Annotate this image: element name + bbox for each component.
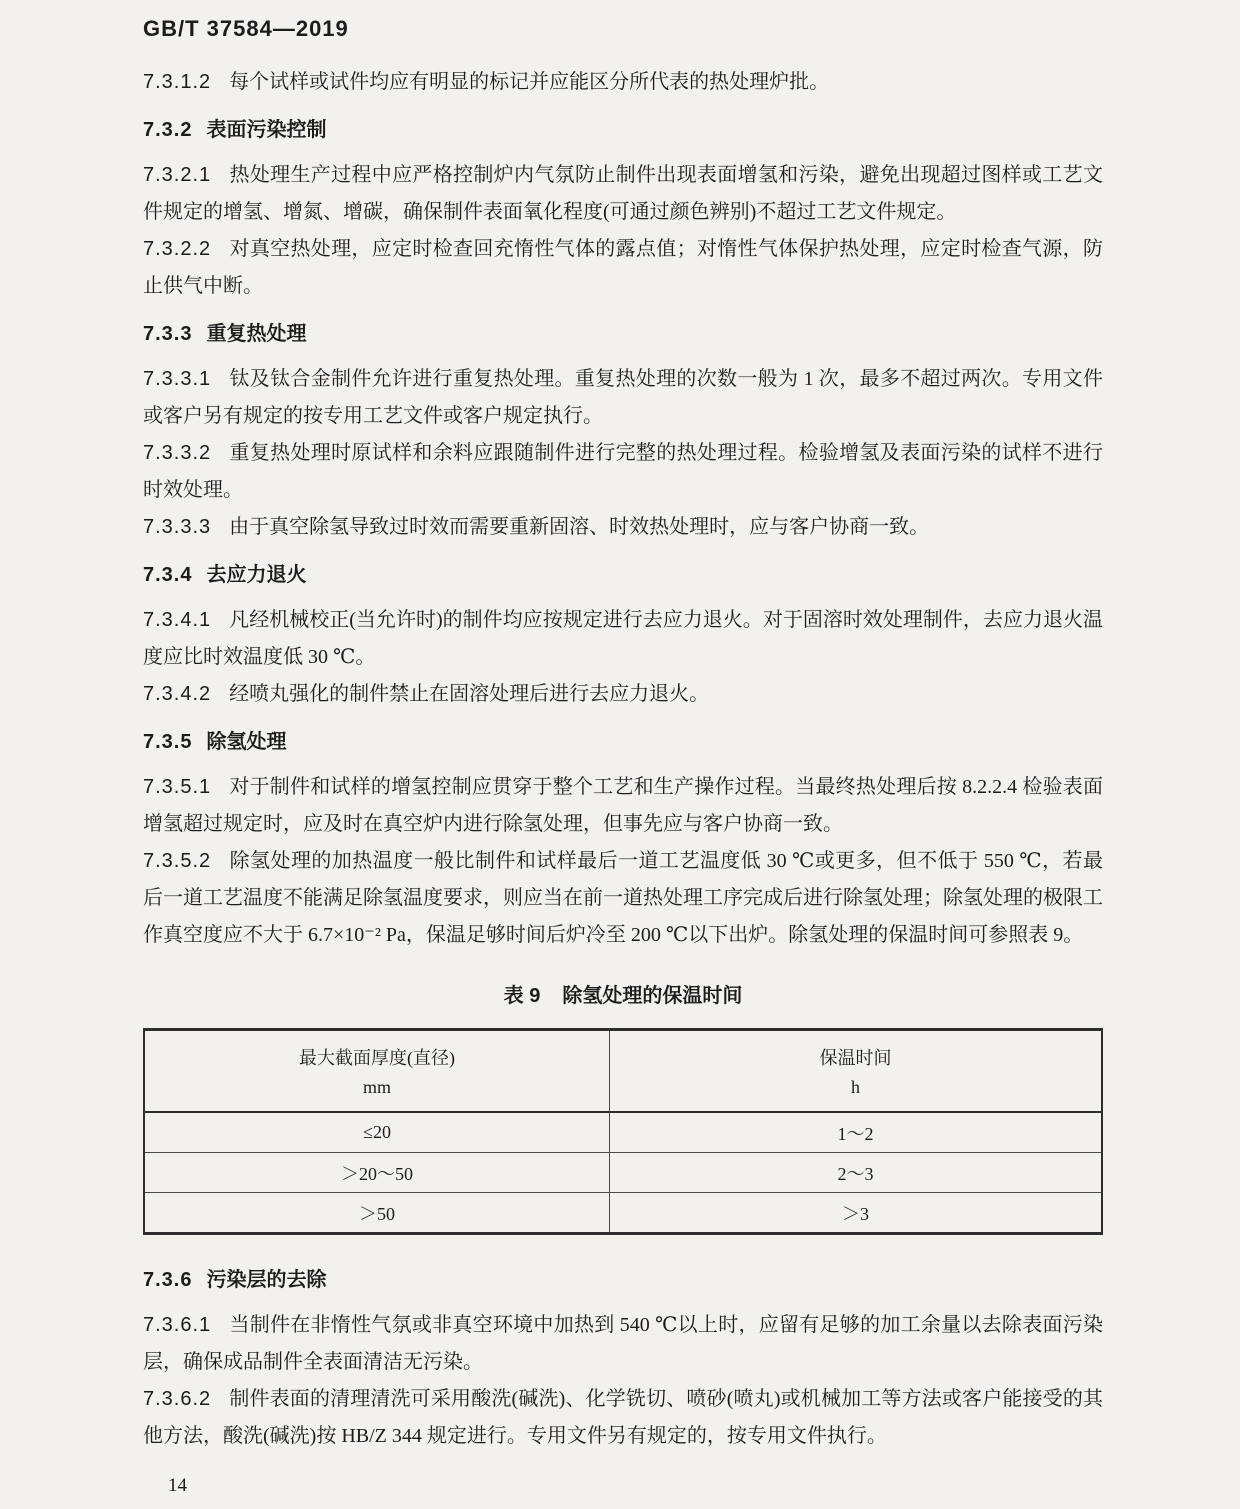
clause-text: 重复热处理时原试样和余料应跟随制件进行完整的热处理过程。检验增氢及表面污染的试样不进行时效处理。 — [143, 442, 1103, 501]
cell-thickness: ≤20 — [144, 1112, 610, 1153]
cell-thickness: ＞50 — [144, 1193, 610, 1234]
clause-7.3.4.1 — [143, 602, 1103, 676]
clause-number: 7.3.2.2 — [143, 238, 212, 260]
clause-text: 制件表面的清理清洗可采用酸洗(碱洗)、化学铣切、喷砂(喷丸)或机械加工等方法或客户能接受的其他方法，酸洗(碱洗)按 HB/Z 344 规定进行。专用文件另有规定的，按专用文件执行。 — [143, 1388, 1103, 1447]
heading-7.3.4 — [143, 562, 1103, 588]
table-9 — [143, 1028, 1103, 1235]
clause-text: 对于制件和试样的增氢控制应贯穿于整个工艺和生产操作过程。当最终热处理后按 8.2.2.4 检验表面增氢超过规定时，应及时在真空炉内进行除氢处理，但事先应与客户协商一致。 — [143, 776, 1103, 835]
page-number: 14 — [168, 1475, 187, 1496]
col-header-holding-time — [610, 1030, 1102, 1113]
clause-number: 7.3.4.1 — [143, 609, 212, 631]
col-header-holding-time-label: 保温时间 — [819, 1048, 892, 1068]
clause-7.3.3.1 — [143, 361, 1103, 435]
clause-text: 经喷丸强化的制件禁止在固溶处理后进行去应力退火。 — [229, 683, 710, 705]
heading-text: 污染层的去除 — [206, 1269, 327, 1291]
cell-thickness: ＞20～50 — [144, 1153, 610, 1193]
clause-number: 7.3.4.2 — [143, 683, 212, 705]
heading-text: 表面污染控制 — [206, 119, 327, 141]
clause-text: 凡经机械校正(当允许时)的制件均应按规定进行去应力退火。对于固溶时效处理制件，去应力退火温度应比时效温度低 30 ℃。 — [143, 609, 1103, 668]
heading-7.3.6 — [143, 1267, 1103, 1293]
clause-number: 7.3.3.3 — [143, 516, 212, 538]
clause-text: 钛及钛合金制件允许进行重复热处理。重复热处理的次数一般为 1 次，最多不超过两次。专用文件或客户另有规定的按专用工艺文件或客户规定执行。 — [143, 368, 1103, 427]
table-row — [144, 1193, 1102, 1234]
clause-7.3.5.1 — [143, 769, 1103, 843]
clause-text: 每个试样或试件均应有明显的标记并应能区分所代表的热处理炉批。 — [229, 71, 830, 93]
clause-number: 7.3.6.2 — [143, 1388, 212, 1410]
heading-text: 重复热处理 — [206, 323, 307, 345]
table-title-text: 除氢处理的保温时间 — [562, 985, 743, 1007]
clause-7.3.5.2 — [143, 843, 1103, 954]
clause-7.3.1.2 — [143, 64, 1103, 101]
table-label: 表 9 — [503, 985, 541, 1007]
col-header-thickness — [144, 1030, 610, 1113]
clause-7.3.6.2 — [143, 1381, 1103, 1455]
clause-7.3.3.2 — [143, 435, 1103, 509]
col-header-holding-time-unit: h — [851, 1077, 861, 1097]
heading-7.3.2 — [143, 117, 1103, 143]
table-row — [144, 1112, 1102, 1153]
clause-number: 7.3.5.1 — [143, 776, 212, 798]
clause-7.3.2.1 — [143, 157, 1103, 231]
clause-number: 7.3.4 — [143, 564, 193, 586]
clause-text: 当制件在非惰性气氛或非真空环境中加热到 540 ℃以上时，应留有足够的加工余量以去除表面污染层，确保成品制件全表面清洁无污染。 — [143, 1314, 1103, 1373]
standard-number: GB/T 37584—2019 — [143, 16, 349, 41]
heading-7.3.5 — [143, 729, 1103, 755]
heading-7.3.3 — [143, 321, 1103, 347]
cell-holding-time: ＞3 — [610, 1193, 1102, 1234]
clause-text: 除氢处理的加热温度一般比制件和试样最后一道工艺温度低 30 ℃或更多，但不低于 550 ℃，若最后一道工艺温度不能满足除氢温度要求，则应当在前一道热处理工序完成后进行除氢处理；除氢处理的极限工作真空度应不大于 6.7×10⁻² Pa，保温足够时间后炉冷至 200 ℃以下出炉。除氢处理的保温时间可参照表 9。 — [143, 850, 1103, 946]
heading-text: 去应力退火 — [206, 564, 307, 586]
heading-text: 除氢处理 — [206, 731, 287, 753]
clause-7.3.3.3 — [143, 509, 1103, 546]
clause-number: 7.3.5.2 — [143, 850, 212, 872]
cell-holding-time: 2～3 — [610, 1153, 1102, 1193]
clause-7.3.4.2 — [143, 676, 1103, 713]
clause-number: 7.3.6.1 — [143, 1314, 212, 1336]
clause-7.3.6.1 — [143, 1307, 1103, 1381]
clause-text: 对真空热处理，应定时检查回充惰性气体的露点值；对惰性气体保护热处理，应定时检查气源，防止供气中断。 — [143, 238, 1103, 297]
table-caption — [143, 982, 1103, 1010]
table-header-row — [144, 1030, 1102, 1113]
col-header-thickness-label: 最大截面厚度(直径) — [299, 1048, 456, 1068]
clause-text: 由于真空除氢导致过时效而需要重新固溶、时效热处理时，应与客户协商一致。 — [229, 516, 930, 538]
clause-7.3.2.2 — [143, 231, 1103, 305]
col-header-thickness-unit: mm — [363, 1077, 392, 1097]
clause-number: 7.3.2 — [143, 119, 193, 141]
clause-number: 7.3.1.2 — [143, 71, 212, 93]
clause-text: 热处理生产过程中应严格控制炉内气氛防止制件出现表面增氢和污染，避免出现超过图样或工艺文件规定的增氢、增氮、增碳，确保制件表面氧化程度(可通过颜色辨别)不超过工艺文件规定。 — [143, 164, 1103, 223]
table-row — [144, 1153, 1102, 1193]
clause-number: 7.3.6 — [143, 1269, 193, 1291]
clause-number: 7.3.3.2 — [143, 442, 212, 464]
clause-number: 7.3.3 — [143, 323, 193, 345]
cell-holding-time: 1～2 — [610, 1112, 1102, 1153]
clause-number: 7.3.5 — [143, 731, 193, 753]
clause-number: 7.3.2.1 — [143, 164, 212, 186]
clause-number: 7.3.3.1 — [143, 368, 212, 390]
